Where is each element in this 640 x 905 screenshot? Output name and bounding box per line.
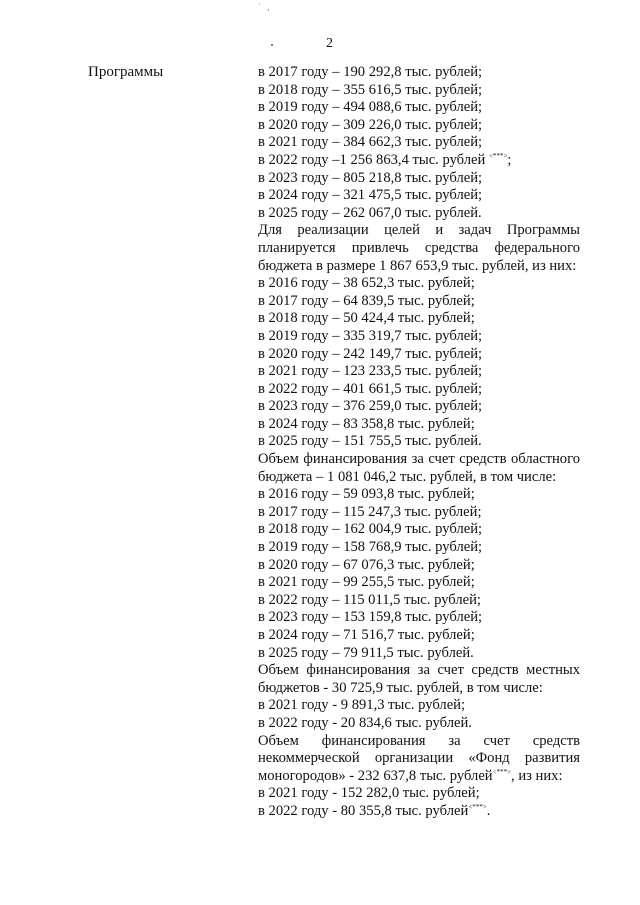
amount-line: в 2025 году – 151 755,5 тыс. рублей.	[258, 433, 482, 450]
total-lines-2	[258, 170, 580, 223]
footnote-mark: <***>	[492, 767, 512, 776]
fund-intro-text: Объем финансирования за счет средств некоммерческой организации «Фонд развития моногородов» - 232 637,8 тыс. рублей	[258, 732, 580, 784]
amount-line: в 2019 году – 335 319,7 тыс. рублей;	[258, 327, 483, 344]
amount-line: в 2018 году – 162 004,9 тыс. рублей;	[258, 521, 483, 538]
federal-lines	[258, 275, 580, 451]
fund-line-2021: в 2021 году - 152 282,0 тыс. рублей;	[258, 785, 480, 802]
line-text: в 2022 году - 80 355,8 тыс. рублей	[258, 802, 469, 819]
amount-line: в 2017 году – 190 292,8 тыс. рублей;	[258, 64, 483, 80]
amount-line: в 2019 году – 158 768,9 тыс. рублей;	[258, 539, 483, 556]
footnote-mark: <***>	[488, 151, 508, 160]
amount-line: в 2024 году – 321 475,5 тыс. рублей;	[258, 187, 483, 204]
financing-text	[258, 64, 580, 821]
line-2022-total	[258, 152, 580, 170]
amount-line: в 2021 году – 384 662,3 тыс. рублей;	[258, 134, 483, 151]
amount-line: в 2020 году – 67 076,3 тыс. рублей;	[258, 556, 475, 573]
local-lines	[258, 697, 580, 732]
amount-line: в 2022 году – 115 011,5 тыс. рублей;	[258, 591, 481, 608]
amount-line: в 2022 году - 20 834,6 тыс. рублей.	[258, 714, 472, 731]
federal-intro: Для реализации целей и задач Программы планируется привлечь средства федерального бюджета в размере 1 867 653,9 тыс. рублей, из них:	[258, 222, 580, 274]
amount-line: в 2018 году – 355 616,5 тыс. рублей;	[258, 81, 483, 98]
line-text: в 2022 году –1 256 863,4 тыс. рублей	[258, 151, 489, 168]
amount-line: в 2024 году – 83 358,8 тыс. рублей;	[258, 415, 475, 432]
fund-intro-tail: , из них:	[511, 767, 563, 784]
amount-line: в 2021 году – 99 255,5 тыс. рублей;	[258, 574, 475, 591]
regional-lines	[258, 486, 580, 662]
amount-line: в 2021 году - 9 891,3 тыс. рублей;	[258, 697, 466, 714]
amount-line: в 2017 году – 64 839,5 тыс. рублей;	[258, 292, 475, 309]
amount-line: в 2017 году – 115 247,3 тыс. рублей;	[258, 503, 482, 520]
amount-line: в 2020 году – 309 226,0 тыс. рублей;	[258, 116, 483, 133]
amount-line: в 2025 году – 262 067,0 тыс. рублей.	[258, 204, 482, 221]
regional-intro: Объем финансирования за счет средств областного бюджета – 1 081 046,2 тыс. рублей, в том числе:	[258, 451, 580, 485]
amount-line: в 2022 году – 401 661,5 тыс. рублей;	[258, 380, 483, 397]
line-tail: ;	[507, 151, 512, 168]
amount-line: в 2023 году – 805 218,8 тыс. рублей;	[258, 169, 483, 186]
amount-line: в 2016 году – 59 093,8 тыс. рублей;	[258, 486, 475, 503]
fund-line-2022	[258, 803, 580, 821]
line-tail: .	[486, 802, 491, 819]
fund-intro	[258, 733, 580, 786]
amount-line: в 2025 году – 79 911,5 тыс. рублей.	[258, 644, 474, 661]
amount-line: в 2024 году – 71 516,7 тыс. рублей;	[258, 627, 475, 643]
amount-line: в 2021 году – 123 233,5 тыс. рублей;	[258, 363, 483, 380]
row-label: Программы	[88, 64, 164, 80]
amount-line: в 2023 году – 153 159,8 тыс. рублей;	[258, 609, 483, 626]
amount-line: в 2019 году – 494 088,6 тыс. рублей;	[258, 99, 483, 116]
total-lines	[258, 64, 580, 152]
amount-line: в 2023 году – 376 259,0 тыс. рублей;	[258, 398, 483, 415]
scan-artifact: ˙ ,	[258, 2, 272, 12]
page-number: 2	[326, 36, 333, 51]
amount-line: в 2018 году – 50 424,4 тыс. рублей;	[258, 310, 475, 327]
amount-line: в 2020 году – 242 149,7 тыс. рублей;	[258, 345, 483, 362]
footnote-mark: <***>	[468, 802, 487, 811]
local-intro: Объем финансирования за счет средств местных бюджетов - 30 725,9 тыс. рублей, в том числе:	[258, 662, 580, 696]
amount-line: в 2016 году – 38 652,3 тыс. рублей;	[258, 275, 475, 292]
